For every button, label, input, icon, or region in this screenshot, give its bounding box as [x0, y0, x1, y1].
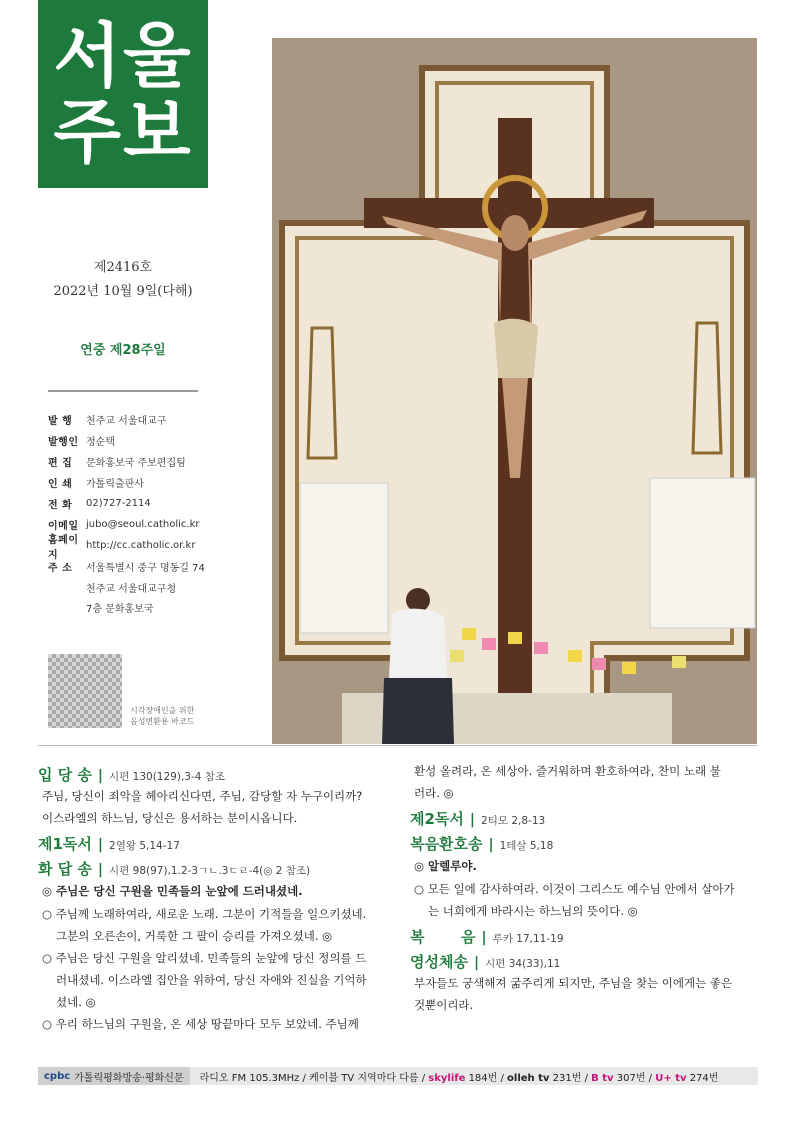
- psalm-verse: ○ 주님께 노래하여라, 새로운 노래. 그분이 기적들을 일으키셨네.: [42, 907, 367, 921]
- pub-key: 인 쇄: [48, 479, 73, 490]
- entrance-antiphon-header: [38, 764, 398, 785]
- olleh-tv-logo: olleh tv: [507, 1072, 550, 1084]
- first-reading-ref: 2열왕 5,14-17: [109, 840, 180, 852]
- pub-row: [48, 472, 268, 493]
- pub-key: 전 화: [48, 500, 73, 511]
- masthead-line2: 주보: [53, 91, 193, 173]
- publication-info: [48, 409, 268, 617]
- separator: |: [488, 837, 494, 853]
- skylife-channel: 184번 /: [468, 1072, 504, 1084]
- pub-value: 정순택: [86, 437, 115, 448]
- pub-row: [48, 493, 268, 514]
- crucifix-illustration: [272, 38, 757, 744]
- pub-value: 천주교 서울대교구: [86, 416, 167, 427]
- pub-key: 발 행: [48, 416, 73, 427]
- entrance-antiphon-text: 이스라엘의 하느님, 당신은 용서하는 분이시옵니다.: [42, 811, 298, 825]
- broadcast-footer: [38, 1067, 758, 1085]
- gospel-acclamation-ref: 1테살 5,18: [499, 840, 554, 852]
- communion-antiphon-text: 것뿐이리라.: [414, 998, 474, 1012]
- radio-cable-info: 라디오 FM 105.3MHz / 케이블 TV 지역마다 다름 /: [199, 1072, 426, 1084]
- separator: |: [97, 837, 104, 853]
- gospel-ref: 루카 17,11-19: [492, 933, 564, 945]
- pub-value: 가톨릭출판사: [86, 479, 144, 490]
- psalm-verse-cont: 셨네. ◎: [56, 995, 96, 1009]
- cover-photo: [272, 38, 757, 744]
- pub-key: 주 소: [48, 563, 73, 574]
- pub-row: [48, 451, 268, 472]
- first-reading-heading: 제1독서: [38, 835, 92, 853]
- issue-date: 2022년 10월 9일(다해): [53, 284, 193, 299]
- uplus-tv-logo: U+ tv: [655, 1072, 687, 1084]
- gospel-acclamation-verse-cont: 는 너희에게 바라시는 하느님의 뜻이다. ◎: [428, 904, 638, 918]
- gospel-acclamation-response: ◎ 알렐루야.: [414, 859, 477, 873]
- gospel-acclamation-verse: ○ 모든 일에 감사하여라. 이것이 그리스도 예수님 안에서 살아가: [414, 882, 735, 896]
- barcode-caption-line: 시각장애인을 위한: [130, 706, 195, 715]
- pub-value: jubo@seoul.catholic.kr: [86, 519, 200, 530]
- issue-number: 제2416호: [93, 260, 153, 275]
- pub-row: [48, 430, 268, 451]
- first-reading-header: [38, 833, 398, 854]
- pub-value: 서울특별시 중구 명동길 74: [86, 563, 205, 574]
- cpbc-subtitle: 가톨릭평화방송·평화신문: [74, 1072, 184, 1084]
- gospel-header: [410, 926, 758, 947]
- divider: [48, 390, 198, 392]
- psalm-verse-cont: 러내셨네. 이스라엘 집안을 위하여, 당신 자애와 진실을 기억하: [56, 973, 367, 987]
- gospel-heading: 복 음: [410, 928, 476, 946]
- gospel-acclamation-heading: 복음환호송: [410, 835, 483, 853]
- address-cont: 7층 문화홍보국: [86, 603, 154, 615]
- separator: |: [481, 930, 487, 946]
- readings-right-column: [410, 760, 758, 1016]
- communion-antiphon-header: [410, 951, 758, 972]
- psalm-verse-cont: 러라. ◎: [414, 786, 454, 800]
- liturgical-day: 연중 제28주일: [80, 343, 166, 358]
- psalm-response: ◎ 주님은 당신 구원을 민족들의 눈앞에 드러내셨네.: [42, 884, 303, 898]
- pub-value: 02)727-2114: [86, 498, 151, 509]
- pub-key: 이메일: [48, 521, 79, 532]
- broadcast-channels: [190, 1069, 719, 1084]
- pub-key: 발행인: [48, 437, 79, 448]
- pub-row: [48, 534, 268, 561]
- psalm-ref: 시편 98(97),1.2-3ㄱㄴ.3ㄷㄹ-4(◎ 2 참조): [109, 865, 311, 877]
- second-reading-heading: 제2독서: [410, 810, 464, 828]
- voice-barcode: [48, 654, 122, 728]
- btv-logo: B tv: [591, 1072, 614, 1084]
- uplus-channel: 274번: [689, 1072, 719, 1084]
- psalm-header: [38, 858, 398, 879]
- cpbc-logo: [38, 1067, 190, 1085]
- separator: |: [473, 955, 480, 971]
- entrance-antiphon-ref: 시편 130(129),3-4 참조: [109, 771, 226, 783]
- skylife-logo: skylife: [428, 1072, 466, 1084]
- psalm-verse-cont: 그분의 오른손이, 거룩한 그 팔이 승리를 가져오셨네. ◎: [56, 929, 333, 943]
- readings-left-column: [38, 760, 398, 1035]
- entrance-antiphon-text: 주님, 당신이 죄악을 헤아리신다면, 주님, 감당할 자 누구이리까?: [42, 789, 363, 803]
- olleh-channel: 231번 /: [552, 1072, 588, 1084]
- pub-row: [48, 409, 268, 430]
- pub-value: http://cc.catholic.or.kr: [86, 540, 196, 551]
- pub-row: [48, 556, 268, 577]
- pub-key: 편 집: [48, 458, 73, 469]
- second-reading-header: [410, 808, 758, 829]
- psalm-verse: ○ 우리 하느님의 구원을, 온 세상 땅끝마다 모두 보았네. 주님께: [42, 1017, 359, 1031]
- communion-antiphon-heading: 영성체송: [410, 953, 468, 971]
- masthead-line1: 서울: [53, 15, 193, 97]
- separator: |: [97, 768, 104, 784]
- pub-value: 문화홍보국 주보편집팀: [86, 458, 186, 469]
- psalm-heading: 화 답 송: [38, 860, 92, 878]
- masthead-logo: [38, 0, 208, 188]
- cpbc-logo-text: cpbc: [44, 1070, 71, 1082]
- section-divider: [38, 745, 758, 746]
- address-cont: 천주교 서울대교구청: [86, 583, 177, 595]
- psalm-verse: ○ 주님은 당신 구원을 알리셨네. 민족들의 눈앞에 당신 정의를 드: [42, 951, 367, 965]
- communion-antiphon-text: 부자들도 궁색해져 굶주리게 되지만, 주님을 찾는 이에게는 좋은: [414, 976, 733, 990]
- pub-key: 홈페이지: [48, 534, 79, 561]
- barcode-caption: [130, 705, 240, 727]
- separator: |: [469, 812, 476, 828]
- btv-channel: 307번 /: [616, 1072, 653, 1084]
- gospel-acclamation-header: [410, 833, 758, 854]
- entrance-antiphon-heading: 입 당 송: [38, 766, 92, 784]
- communion-antiphon-ref: 시편 34(33),11: [485, 958, 561, 970]
- barcode-caption-line: 음성변환용 바코드: [130, 717, 195, 726]
- separator: |: [97, 862, 104, 878]
- psalm-verse-cont: 환성 올려라, 온 세상아. 즐거워하며 환호하여라, 찬미 노래 불: [414, 764, 721, 778]
- second-reading-ref: 2티모 2,8-13: [481, 815, 546, 827]
